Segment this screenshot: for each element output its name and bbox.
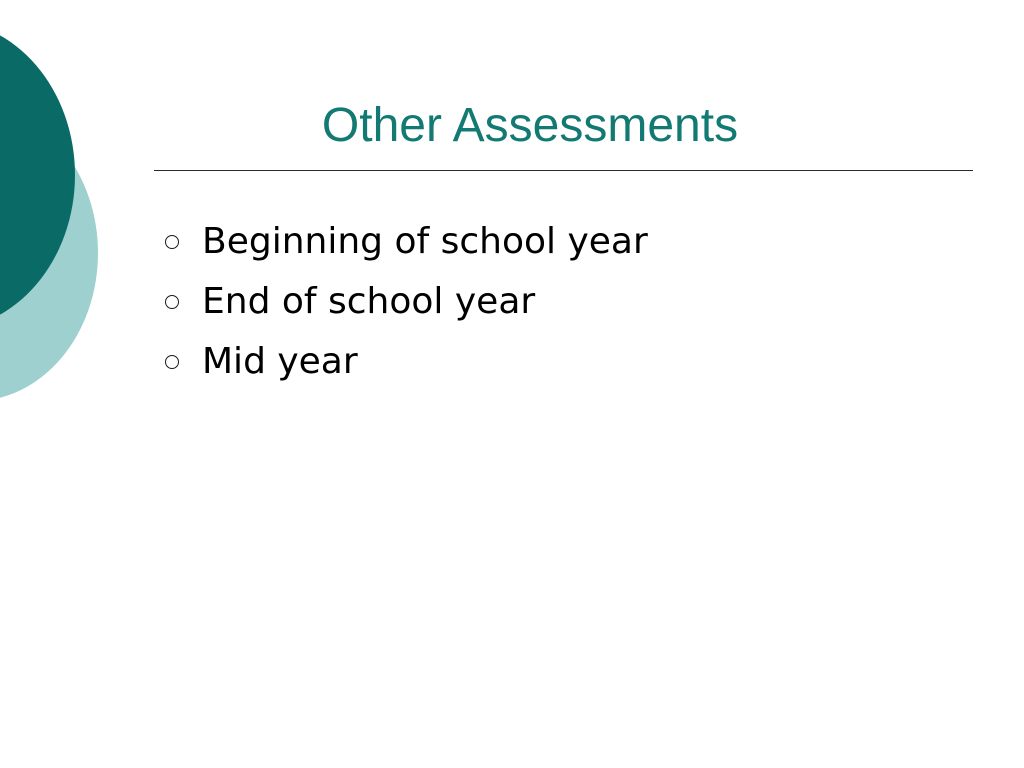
hollow-circle-bullet-icon: [165, 295, 179, 309]
bullet-text: Beginning of school year: [202, 221, 648, 262]
bullet-item: [165, 212, 648, 272]
slide-title: Other Assessments: [321, 99, 739, 152]
bullet-text: End of school year: [202, 281, 536, 322]
hollow-circle-bullet-icon: [165, 355, 179, 369]
bullet-item: [165, 272, 648, 332]
hollow-circle-bullet-icon: [165, 235, 179, 249]
bullet-text: Mid year: [202, 341, 358, 382]
bullet-list: [165, 212, 648, 392]
title-divider: [154, 170, 973, 171]
bullet-item: [165, 332, 648, 392]
